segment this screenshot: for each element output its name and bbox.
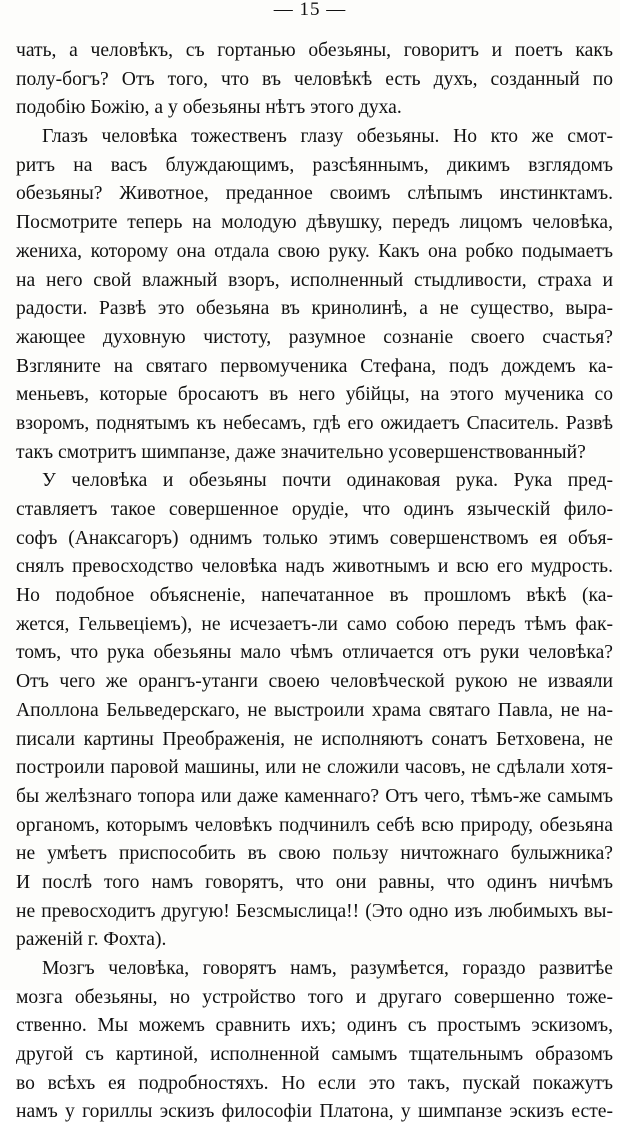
paragraph [16, 123, 613, 467]
text-line: софъ (Анаксагоръ) однимъ только этимъ совершенствомъ ея объя- [16, 527, 613, 549]
text-line: меньевъ, которые бросаютъ въ него убійцы, на этого мученика со [16, 384, 613, 406]
text-line: снялъ превосходство человѣка надъ животнымъ и всю его мудрость. [16, 556, 613, 578]
text-line: подобію Божію, а у обезьяны нѣтъ этого духа. [16, 97, 402, 119]
text-line: органомъ, которымъ человѣкъ подчинилъ себѣ всю природу, обезьяна [16, 814, 613, 836]
text-line: жется, Гельвеціемъ), не исчезаетъ-ли само собою передъ тѣмъ фак- [16, 613, 613, 635]
text-line: У человѣка и обезьяны почти одинаковая рука. Рука пред- [42, 470, 613, 492]
text-line: на него свой влажный взоръ, исполненный стыдливости, страха и [16, 269, 613, 291]
text-line: не превосходитъ другую! Безсмыслица!! (Это одно изъ любимыхъ вы- [16, 900, 613, 922]
text-line: жениха, которому она отдала свою руку. Какъ она робко подымаетъ [16, 240, 613, 262]
text-line: Посмотрите теперь на молодую дѣвушку, передъ лицомъ человѣка, [16, 212, 613, 234]
text-line: И послѣ того намъ говорятъ, что они равны, что одинъ ничѣмъ [16, 871, 613, 893]
text-line: Отъ чего же орангъ-утанги своею человѣческой рукою не изваяли [16, 671, 613, 693]
text-line: не умѣетъ приспособить въ свою пользу ничтожнаго булыжника? [16, 843, 613, 865]
text-line: обезьяны? Животное, преданное своимъ слѣпымъ инстинктамъ. [16, 183, 613, 205]
paragraph [16, 955, 613, 1127]
text-line: Глазъ человѣка тожественъ глазу обезьяны. Но кто же смот- [42, 126, 613, 148]
text-line: полу-богъ? Отъ того, что въ человѣкѣ есть духъ, созданный по [16, 68, 613, 90]
text-line: во всѣхъ ея подробностяхъ. Но если это такъ, пускай покажутъ [16, 1072, 613, 1094]
text-line: мозга обезьяны, но устройство того и другаго совершенно тоже- [16, 986, 613, 1008]
text-line: Взгляните на святаго первомученика Стефана, подъ дождемъ ка- [16, 355, 613, 377]
text-line: ственно. Мы можемъ сравнить ихъ; одинъ съ простымъ эскизомъ, [16, 1015, 613, 1037]
text-line: Но подобное объясненіе, напечатанное въ прошломъ вѣкѣ (ка- [16, 585, 613, 607]
text-line: Аполлона Бельведерскаго, не выстроили храма святаго Павла, не на- [16, 699, 613, 721]
text-line: бы желѣзнаго топора или даже каменнаго? Отъ чего, тѣмъ-же самымъ [16, 785, 613, 807]
text-line: радости. Развѣ это обезьяна въ кринолинѣ, а не существо, выра- [16, 298, 613, 320]
text-line: такъ смотритъ шимпанзе, даже значительно усовершенствованный? [16, 441, 586, 463]
paragraph [16, 37, 613, 123]
text-line: Мозгъ человѣка, говорятъ намъ, разумѣется, гораздо развитѣе [42, 958, 613, 979]
text-line: построили паровой машины, или не сложили часовъ, не сдѣлали хотя- [16, 757, 613, 779]
paragraph [16, 467, 613, 955]
text-line: взоромъ, поднятымъ къ небесамъ, гдѣ его ожидаетъ Спаситель. Развѣ [16, 412, 613, 434]
page-number: — 15 — [273, 0, 347, 20]
text-line: ставляетъ такое совершенное орудіе, что одинъ языческій фило- [16, 499, 613, 520]
text-line: намъ у гориллы эскизъ философіи Платона, у шимпанзе эскизъ есте- [16, 1101, 613, 1123]
text-line: ритъ на васъ блуждающимъ, разсѣяннымъ, дикимъ взглядомъ [16, 154, 613, 176]
text-line: томъ, что рука обезьяны мало чѣмъ отличается отъ руки человѣка? [16, 642, 613, 664]
text-line: чать, а человѣкъ, съ гортанью обезьяны, говоритъ и поетъ какъ [16, 40, 613, 61]
body-text [16, 37, 613, 1127]
text-line: жающее духовную чистоту, разумное сознаніе своего счастья? [16, 326, 613, 348]
text-line: другой съ картиной, исполненной самымъ тщательнымъ образомъ [16, 1044, 613, 1066]
text-line: раженій г. Фохта). [16, 929, 167, 951]
text-line: писали картины Преображенія, не исполняютъ сонатъ Бетховена, не [16, 728, 613, 750]
